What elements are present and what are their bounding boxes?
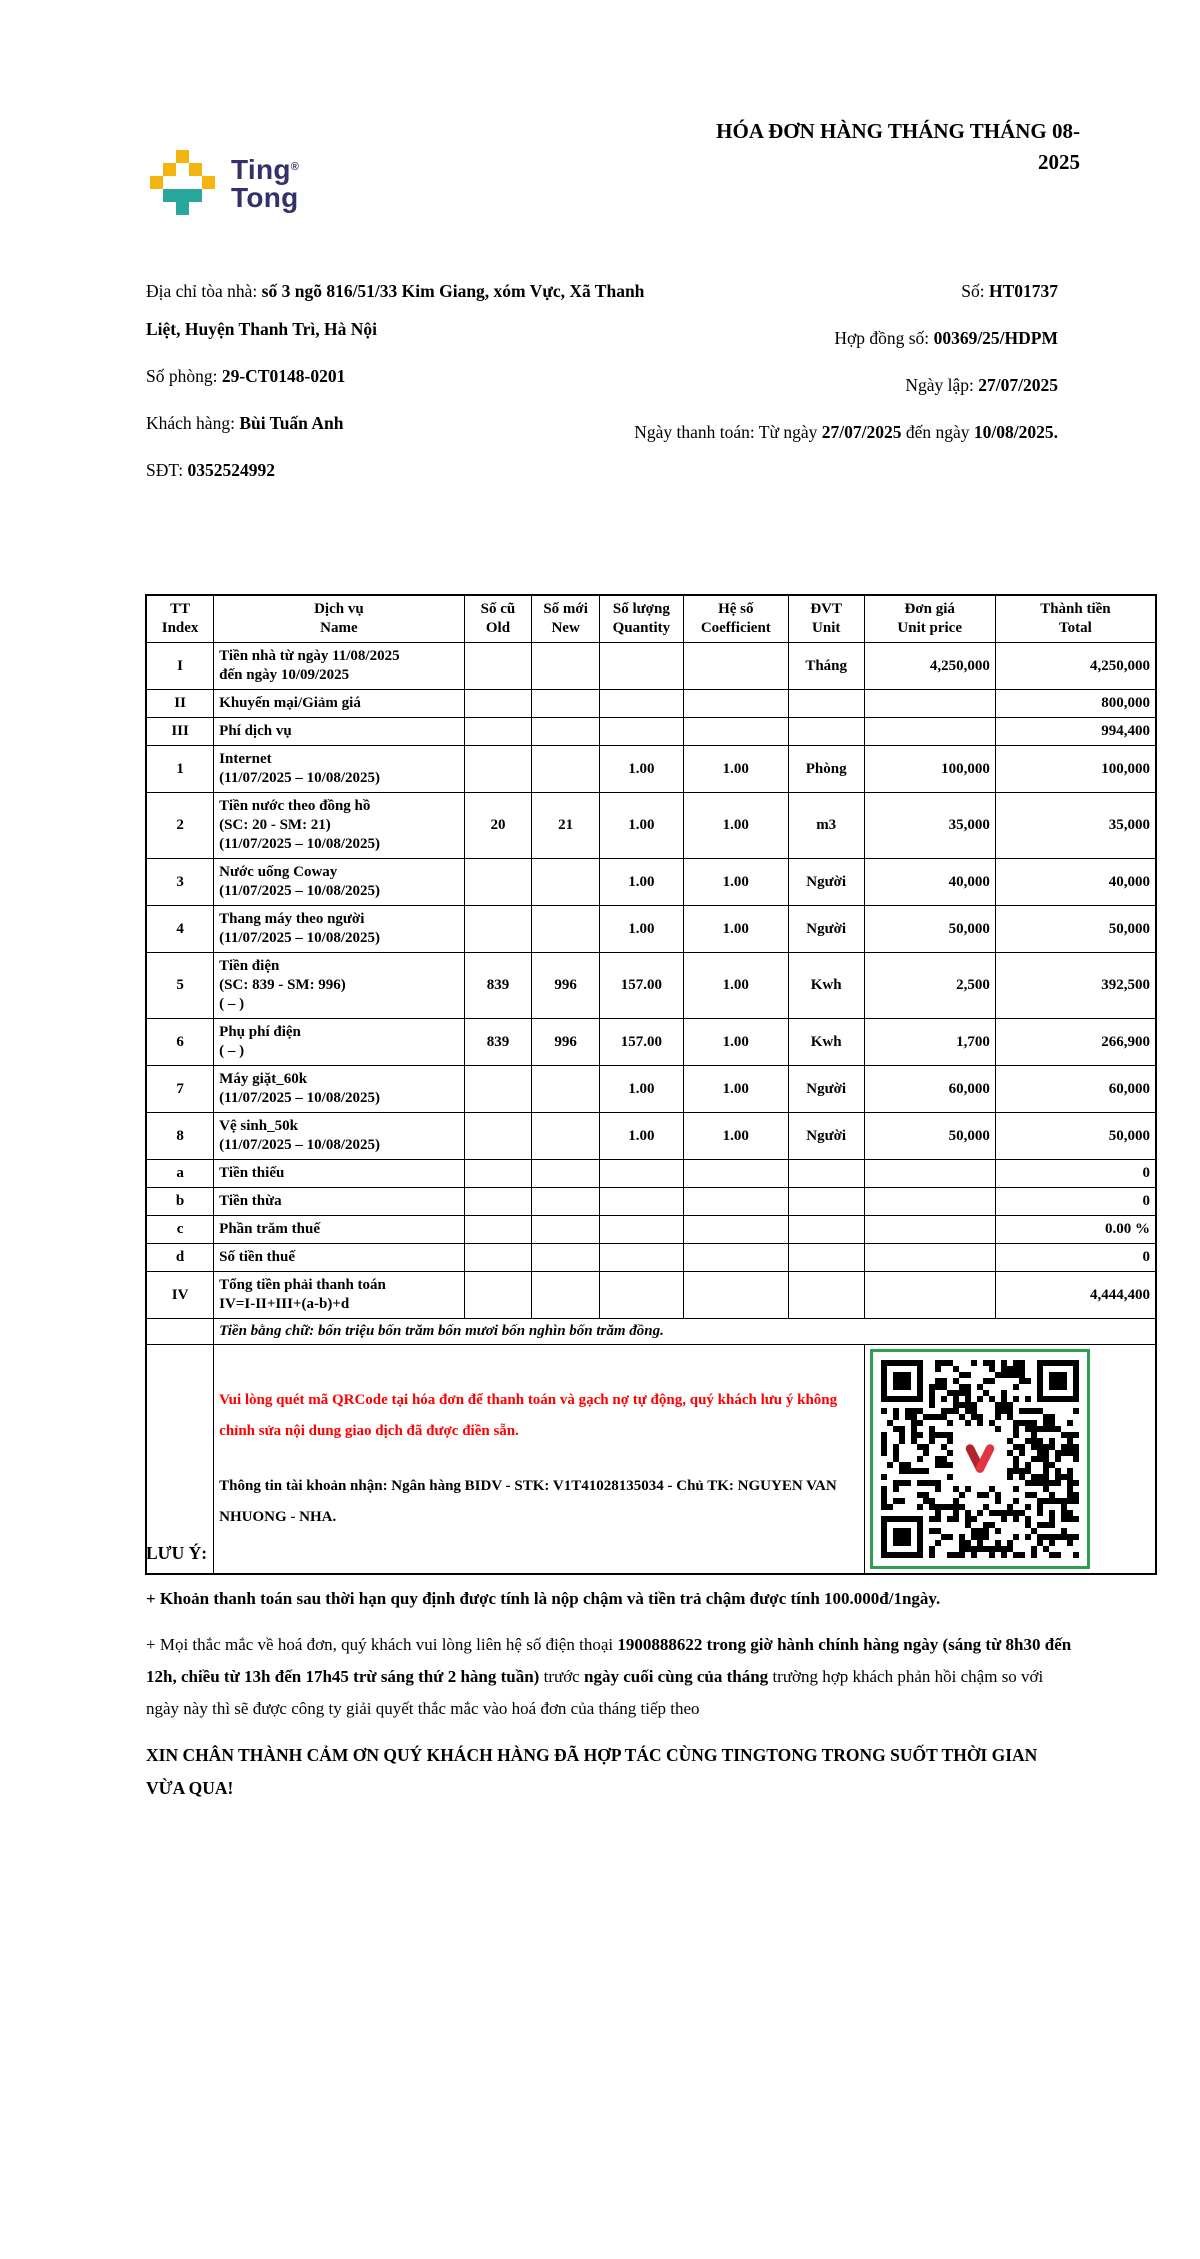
service-name-cell <box>214 859 464 906</box>
closing-thanks: XIN CHÂN THÀNH CẢM ƠN QUÝ KHÁCH HÀNG ĐÃ HỢP TÁC CÙNG TINGTONG TRONG SUỐT THỜI GIAN VỪA QUA! <box>146 1745 1038 1798</box>
plain-text: Thông tin tài khoản nhận: Ngân hàng BIDV - STK: <box>219 1478 553 1494</box>
header-label-vi: Số lượng <box>612 601 670 617</box>
building-info <box>146 272 661 498</box>
notes-heading: LƯU Ý: <box>146 1543 208 1563</box>
unit-cell: m3 <box>788 793 864 859</box>
new-reading-cell <box>532 1188 600 1216</box>
header-label-vi: Số mới <box>543 601 588 617</box>
quantity-cell: 1.00 <box>599 859 683 906</box>
service-name-line: Số tiền thuế <box>219 1249 295 1265</box>
row-index-cell: 4 <box>146 906 214 953</box>
table-row <box>146 718 1156 746</box>
old-reading-cell: 839 <box>464 1019 532 1066</box>
coefficient-cell <box>683 1160 788 1188</box>
new-reading-cell <box>532 718 600 746</box>
plain-text: Số phòng: <box>146 366 222 386</box>
service-name-cell <box>214 718 464 746</box>
service-name-line: Thang máy theo người <box>219 911 365 927</box>
unit-cell <box>788 1188 864 1216</box>
total-cell: 4,250,000 <box>995 643 1156 690</box>
row-index-cell: 8 <box>146 1113 214 1160</box>
unit-cell <box>788 718 864 746</box>
table-header-cell <box>214 595 464 643</box>
unit-cell: Tháng <box>788 643 864 690</box>
unit-price-cell: 1,700 <box>864 1019 995 1066</box>
total-cell: 994,400 <box>995 718 1156 746</box>
table-header-cell <box>788 595 864 643</box>
note-item <box>146 1629 1074 1725</box>
total-cell: 40,000 <box>995 859 1156 906</box>
old-reading-cell <box>464 643 532 690</box>
service-name-line: (11/07/2025 – 10/08/2025) <box>219 1137 380 1153</box>
quantity-cell <box>599 1188 683 1216</box>
table-row <box>146 1272 1156 1319</box>
unit-cell <box>788 1244 864 1272</box>
coefficient-cell: 1.00 <box>683 1066 788 1113</box>
registered-mark-icon: ® <box>290 161 300 173</box>
service-name-line: Tổng tiền phải thanh toán <box>219 1277 386 1293</box>
total-cell: 50,000 <box>995 906 1156 953</box>
header-label-vi: ĐVT <box>810 601 843 617</box>
info-line <box>146 357 661 395</box>
unit-price-cell: 50,000 <box>864 906 995 953</box>
plain-text: Ngày lập: <box>905 375 979 395</box>
table-header-row <box>146 595 1156 643</box>
logo-pixel <box>163 163 176 176</box>
header-label-vi: Hệ số <box>718 601 754 617</box>
service-name-line: Phí dịch vụ <box>219 723 292 739</box>
row-index-cell: 6 <box>146 1019 214 1066</box>
table-row <box>146 1216 1156 1244</box>
table-row <box>146 1019 1156 1066</box>
tingtong-logo-icon <box>150 150 215 215</box>
old-reading-cell <box>464 1066 532 1113</box>
bold-text: 10/08/2025. <box>973 422 1058 442</box>
bold-text: V1T41028135034 <box>552 1478 664 1494</box>
service-name-line: IV=I-II+III+(a-b)+d <box>219 1296 350 1312</box>
new-reading-cell <box>532 643 600 690</box>
unit-cell: Người <box>788 1113 864 1160</box>
service-name-cell <box>214 643 464 690</box>
header-label-vi: TT <box>170 601 191 617</box>
quantity-cell <box>599 1160 683 1188</box>
plain-text: đến ngày <box>901 422 974 442</box>
notes-section <box>146 1538 1074 1823</box>
service-name-line: Phụ phí điện <box>219 1024 301 1040</box>
service-name-line: Tiền thừa <box>219 1193 282 1209</box>
service-name-cell <box>214 1113 464 1160</box>
header-label-en: Unit price <box>897 620 962 636</box>
new-reading-cell: 996 <box>532 953 600 1019</box>
service-name-line: Phần trăm thuế <box>219 1221 320 1237</box>
table-row <box>146 953 1156 1019</box>
notes-items <box>146 1583 1074 1725</box>
unit-price-cell <box>864 1272 995 1319</box>
coefficient-cell <box>683 1188 788 1216</box>
row-index-cell: 3 <box>146 859 214 906</box>
logo-wordmark <box>231 153 299 212</box>
table-body <box>146 643 1156 1575</box>
invoice-table <box>145 594 1157 1575</box>
info-line <box>146 404 661 442</box>
new-reading-cell <box>532 859 600 906</box>
row-index-cell: 1 <box>146 746 214 793</box>
header-label-en: Quantity <box>612 620 671 636</box>
total-cell: 0 <box>995 1244 1156 1272</box>
quantity-cell <box>599 1244 683 1272</box>
unit-price-cell: 2,500 <box>864 953 995 1019</box>
old-reading-cell <box>464 690 532 718</box>
table-header-cell <box>599 595 683 643</box>
table-row <box>146 859 1156 906</box>
old-reading-cell <box>464 1216 532 1244</box>
service-name-cell <box>214 1019 464 1066</box>
unit-cell: Kwh <box>788 1019 864 1066</box>
table-header-cell <box>146 595 214 643</box>
table-row <box>146 1113 1156 1160</box>
unit-price-cell <box>864 1160 995 1188</box>
service-name-cell <box>214 1066 464 1113</box>
service-name-line: Vệ sinh_50k <box>219 1118 298 1134</box>
service-name-line: (SC: 839 - SM: 996) <box>219 977 346 993</box>
info-line <box>626 272 1058 310</box>
total-cell: 0.00 % <box>995 1216 1156 1244</box>
old-reading-cell <box>464 1244 532 1272</box>
table-header-cell <box>464 595 532 643</box>
old-reading-cell <box>464 718 532 746</box>
service-name-line: (11/07/2025 – 10/08/2025) <box>219 883 380 899</box>
old-reading-cell <box>464 1160 532 1188</box>
new-reading-cell <box>532 1066 600 1113</box>
logo-pixel <box>189 163 202 176</box>
total-cell: 800,000 <box>995 690 1156 718</box>
service-name-line: Tiền điện <box>219 958 280 974</box>
service-name-cell <box>214 953 464 1019</box>
header-label-en: Coefficient <box>700 620 771 636</box>
unit-price-cell <box>864 1216 995 1244</box>
info-line <box>146 451 661 489</box>
quantity-cell: 157.00 <box>599 953 683 1019</box>
quantity-cell <box>599 690 683 718</box>
table-row <box>146 643 1156 690</box>
header-label-en: Index <box>161 620 199 636</box>
old-reading-cell <box>464 1113 532 1160</box>
service-name-cell <box>214 1272 464 1319</box>
unit-price-cell <box>864 690 995 718</box>
bold-text: 0352524992 <box>187 460 275 480</box>
bold-text: 00369/25/HDPM <box>933 328 1058 348</box>
brand-logo <box>150 150 299 215</box>
quantity-cell <box>599 643 683 690</box>
quantity-cell: 1.00 <box>599 1066 683 1113</box>
header-label-vi: Dịch vụ <box>314 601 364 617</box>
service-name-line: ( – ) <box>219 996 245 1012</box>
table-row <box>146 1160 1156 1188</box>
service-name-line: (SC: 20 - SM: 21) <box>219 817 331 833</box>
plain-text: trường hợp khách phản hồi chậm so với ngày này thì sẽ được công ty giải quyết thắc mắc vào hoá đơn của tháng tiếp theo <box>146 1667 1044 1718</box>
amount-in-words-cell <box>214 1319 1156 1345</box>
old-reading-cell: 839 <box>464 953 532 1019</box>
total-cell: 0 <box>995 1188 1156 1216</box>
service-name-cell <box>214 906 464 953</box>
bold-text: Bùi Tuấn Anh <box>239 413 344 433</box>
row-index-cell: III <box>146 718 214 746</box>
coefficient-cell <box>683 1244 788 1272</box>
row-index-cell: 2 <box>146 793 214 859</box>
row-index-cell: 7 <box>146 1066 214 1113</box>
row-index-cell: 5 <box>146 953 214 1019</box>
unit-price-cell <box>864 1188 995 1216</box>
table-head <box>146 595 1156 643</box>
plain-text: Tiền bằng chữ: <box>219 1323 319 1339</box>
coefficient-cell <box>683 718 788 746</box>
logo-pixel <box>150 176 163 189</box>
info-line <box>626 366 1058 404</box>
unit-cell: Kwh <box>788 953 864 1019</box>
empty-cell <box>146 1319 214 1345</box>
qr-code <box>870 1349 1090 1569</box>
total-cell: 50,000 <box>995 1113 1156 1160</box>
table-header-cell <box>683 595 788 643</box>
bold-text: 1900888622 trong giờ hành chính hàng ngày (sáng từ 8h30 đến 12h, chiều từ 13h đến 17h45 trừ sáng thứ 2 hàng tuần) <box>146 1635 1072 1686</box>
table-row <box>146 906 1156 953</box>
table-row <box>146 1188 1156 1216</box>
table-row <box>146 690 1156 718</box>
unit-cell: Người <box>788 859 864 906</box>
info-line <box>146 272 661 348</box>
old-reading-cell <box>464 906 532 953</box>
total-cell: 35,000 <box>995 793 1156 859</box>
unit-price-cell: 35,000 <box>864 793 995 859</box>
coefficient-cell: 1.00 <box>683 953 788 1019</box>
row-index-cell: II <box>146 690 214 718</box>
bold-text: + Khoản thanh toán sau thời hạn quy định được tính là nộp chậm và tiền trả chậm được tính 100.000đ/1ngày. <box>146 1589 941 1608</box>
service-name-line: Khuyến mại/Giảm giá <box>219 695 361 711</box>
service-name-line: Internet <box>219 751 272 767</box>
unit-cell <box>788 1272 864 1319</box>
account-info <box>219 1471 858 1533</box>
plain-text: SĐT: <box>146 460 188 480</box>
service-name-cell <box>214 1244 464 1272</box>
bold-text: số 3 ngõ 816/51/33 Kim Giang, xóm Vực, Xã Thanh Liệt, Huyện Thanh Trì, Hà Nội <box>146 281 645 339</box>
new-reading-cell <box>532 1113 600 1160</box>
unit-price-cell: 60,000 <box>864 1066 995 1113</box>
invoice-meta <box>626 272 1058 460</box>
header-label-vi: Số cũ <box>480 601 516 617</box>
qr-logo-icon <box>957 1436 1003 1482</box>
new-reading-cell <box>532 906 600 953</box>
service-name-cell <box>214 746 464 793</box>
quantity-cell <box>599 1272 683 1319</box>
old-reading-cell <box>464 746 532 793</box>
quantity-cell: 1.00 <box>599 906 683 953</box>
total-cell: 100,000 <box>995 746 1156 793</box>
service-name-line: (11/07/2025 – 10/08/2025) <box>219 1090 380 1106</box>
bold-text: ngày cuối cùng của tháng <box>583 1667 769 1686</box>
service-name-line: (11/07/2025 – 10/08/2025) <box>219 930 380 946</box>
coefficient-cell: 1.00 <box>683 906 788 953</box>
bold-text: 27/07/2025 <box>978 375 1058 395</box>
row-index-cell: a <box>146 1160 214 1188</box>
plain-text: Ngày thanh toán: Từ ngày <box>634 422 822 442</box>
table-row <box>146 746 1156 793</box>
quantity-cell: 1.00 <box>599 1113 683 1160</box>
service-name-line: Tiền nhà từ ngày 11/08/2025 <box>219 648 400 664</box>
service-name-line: (11/07/2025 – 10/08/2025) <box>219 836 380 852</box>
qr-warning-text: Vui lòng quét mã QRCode tại hóa đơn để thanh toán và gạch nợ tự động, quý khách lưu ý không chỉnh sửa nội dung giao dịch đã được điền sẵn. <box>219 1392 838 1439</box>
service-name-cell <box>214 1188 464 1216</box>
row-index-cell: I <box>146 643 214 690</box>
unit-price-cell: 100,000 <box>864 746 995 793</box>
logo-word-ting: Ting® <box>231 154 300 185</box>
new-reading-cell <box>532 1272 600 1319</box>
header-label-vi: Đơn giá <box>904 601 955 617</box>
invoice-table-wrap <box>145 594 1157 1575</box>
new-reading-cell <box>532 690 600 718</box>
service-name-line: Tiền thiếu <box>219 1165 285 1181</box>
plain-text: Hợp đồng số: <box>834 328 934 348</box>
unit-cell: Phòng <box>788 746 864 793</box>
bold-text: 29-CT0148-0201 <box>221 366 346 386</box>
total-cell: 60,000 <box>995 1066 1156 1113</box>
coefficient-cell <box>683 690 788 718</box>
unit-price-cell <box>864 1244 995 1272</box>
service-name-cell <box>214 1216 464 1244</box>
bold-text: NGUYEN VAN NHUONG - NHA. <box>219 1478 837 1525</box>
logo-pixel <box>176 202 189 215</box>
unit-cell <box>788 1160 864 1188</box>
service-name-line: (11/07/2025 – 10/08/2025) <box>219 770 380 786</box>
new-reading-cell <box>532 746 600 793</box>
info-line <box>626 413 1058 451</box>
header-label-en: New <box>551 620 580 636</box>
row-index-cell: d <box>146 1244 214 1272</box>
plain-text: Địa chỉ tòa nhà: <box>146 281 262 301</box>
info-line <box>626 319 1058 357</box>
row-index-cell: c <box>146 1216 214 1244</box>
coefficient-cell: 1.00 <box>683 859 788 906</box>
logo-pixel <box>176 150 189 163</box>
unit-cell <box>788 690 864 718</box>
header-label-vi: Thành tiền <box>1040 601 1111 617</box>
new-reading-cell: 21 <box>532 793 600 859</box>
service-name-line: Máy giặt_60k <box>219 1071 308 1087</box>
table-header-cell <box>532 595 600 643</box>
unit-cell: Người <box>788 1066 864 1113</box>
coefficient-cell: 1.00 <box>683 1019 788 1066</box>
unit-price-cell: 40,000 <box>864 859 995 906</box>
coefficient-cell <box>683 643 788 690</box>
total-cell: 266,900 <box>995 1019 1156 1066</box>
header-label-en: Old <box>485 620 511 636</box>
service-name-cell <box>214 1160 464 1188</box>
total-cell: 4,444,400 <box>995 1272 1156 1319</box>
invoice-title: HÓA ĐƠN HÀNG THÁNG THÁNG 08-2025 <box>716 119 1080 174</box>
header-label-en: Total <box>1059 620 1092 636</box>
quantity-cell <box>599 1216 683 1244</box>
old-reading-cell <box>464 1272 532 1319</box>
header-label-en: Unit <box>812 620 841 636</box>
amount-in-words-row <box>146 1319 1156 1345</box>
plain-text: + Mọi thắc mắc về hoá đơn, quý khách vui lòng liên hệ số điện thoại <box>146 1635 618 1654</box>
service-name-line: Nước uống Coway <box>219 864 338 880</box>
unit-cell: Người <box>788 906 864 953</box>
unit-price-cell: 4,250,000 <box>864 643 995 690</box>
coefficient-cell <box>683 1272 788 1319</box>
row-index-cell: IV <box>146 1272 214 1319</box>
plain-text: - Chủ TK: <box>663 1478 738 1494</box>
new-reading-cell <box>532 1160 600 1188</box>
service-name-line: ( – ) <box>219 1043 245 1059</box>
table-row <box>146 1244 1156 1272</box>
quantity-cell: 1.00 <box>599 746 683 793</box>
coefficient-cell: 1.00 <box>683 1113 788 1160</box>
unit-cell <box>788 1216 864 1244</box>
plain-text: trước <box>539 1667 584 1686</box>
table-header-cell <box>995 595 1156 643</box>
header-label-en: Name <box>320 620 358 636</box>
coefficient-cell: 1.00 <box>683 793 788 859</box>
table-row <box>146 793 1156 859</box>
service-name-line: Tiền nước theo đồng hồ <box>219 798 371 814</box>
logo-pixel <box>176 189 189 202</box>
logo-pixel <box>202 176 215 189</box>
new-reading-cell <box>532 1244 600 1272</box>
service-name-cell <box>214 690 464 718</box>
old-reading-cell: 20 <box>464 793 532 859</box>
new-reading-cell: 996 <box>532 1019 600 1066</box>
quantity-cell <box>599 718 683 746</box>
coefficient-cell: 1.00 <box>683 746 788 793</box>
logo-word-tong: Tong <box>231 182 299 213</box>
unit-price-cell: 50,000 <box>864 1113 995 1160</box>
total-cell: 0 <box>995 1160 1156 1188</box>
coefficient-cell <box>683 1216 788 1244</box>
quantity-cell: 157.00 <box>599 1019 683 1066</box>
total-cell: 392,500 <box>995 953 1156 1019</box>
unit-price-cell <box>864 718 995 746</box>
service-name-line: đến ngày 10/09/2025 <box>219 667 350 683</box>
logo-pixel <box>163 189 176 202</box>
service-name-cell <box>214 793 464 859</box>
table-row <box>146 1066 1156 1113</box>
quantity-cell: 1.00 <box>599 793 683 859</box>
table-header-cell <box>864 595 995 643</box>
plain-text: Khách hàng: <box>146 413 240 433</box>
logo-pixel <box>189 189 202 202</box>
plain-text: Số: <box>961 281 989 301</box>
old-reading-cell <box>464 859 532 906</box>
new-reading-cell <box>532 1216 600 1244</box>
bold-text: 27/07/2025 <box>821 422 902 442</box>
old-reading-cell <box>464 1188 532 1216</box>
bold-text: HT01737 <box>988 281 1058 301</box>
note-item <box>146 1583 1074 1615</box>
row-index-cell: b <box>146 1188 214 1216</box>
bold-text: bốn triệu bốn trăm bốn mươi bốn nghìn bốn trăm đồng. <box>318 1323 664 1339</box>
